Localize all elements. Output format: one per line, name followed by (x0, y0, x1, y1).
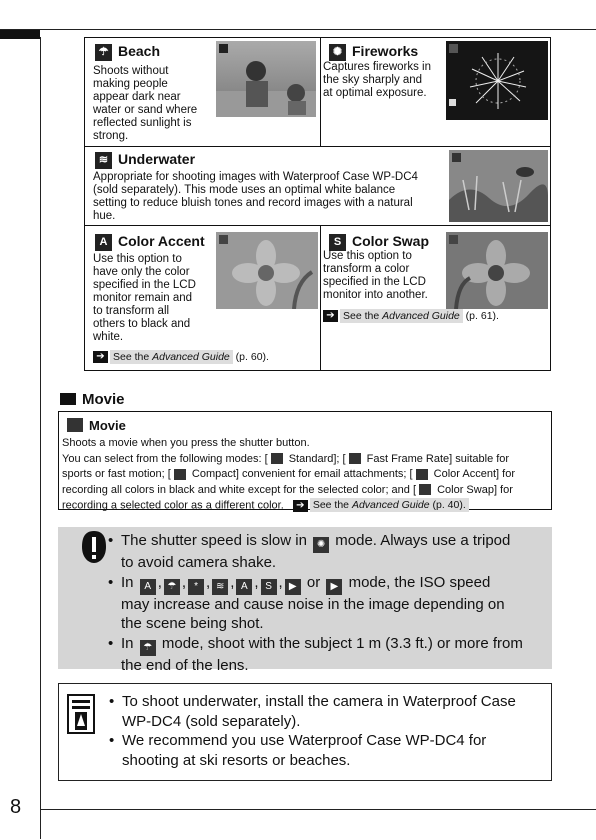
snow-icon: * (188, 579, 204, 595)
left-margin-rule (40, 37, 41, 839)
color-accent-icon: A (236, 579, 252, 595)
beach-title: Beach (118, 43, 161, 59)
color-accent-reference: ➔ See the Advanced Guide (p. 60). (93, 351, 269, 363)
compact-movie-icon (174, 469, 186, 480)
color-swap-description: Use this option to transform a color specified in the LCD monitor into another. (323, 250, 428, 301)
caution-item-1: • The shutter speed is slow in ✺ mode. Always use a tripod to avoid camera shake. (108, 531, 523, 573)
fireworks-mode-cell (321, 38, 551, 146)
top-rule (0, 29, 596, 30)
arrow-right-icon: ➔ (93, 351, 108, 363)
movie-camera-icon (60, 393, 76, 405)
underwater-title: Underwater (118, 151, 196, 167)
beach-mode-cell (85, 38, 320, 146)
fireworks-sample-photo (446, 41, 548, 120)
caution-box (58, 527, 552, 674)
movie-reference: ➔ See the Advanced Guide (p. 40). (293, 500, 469, 512)
movie-mode-box (58, 411, 552, 510)
movie-box-title: Movie (67, 418, 126, 433)
beach-description: Shoots without making people appear dark near water or sand where reflected sunlight is strong. (93, 65, 198, 142)
standard-movie-icon (271, 453, 283, 464)
underwater-description: Appropriate for shooting images with Waterproof Case WP-DC4 (sold separately). This mode uses an optimal white balance setting to reduce bluish tones and record images with a natural hue. (93, 171, 418, 222)
color-swap-reference: ➔ See the Advanced Guide (p. 61). (323, 310, 499, 322)
fireworks-icon: ✺ (329, 44, 346, 61)
note-item-1: • To shoot underwater, install the camera in Waterproof Case WP-DC4 (sold separately). (109, 692, 516, 731)
caution-item-3: • In ☂ mode, shoot with the subject 1 m (3.3 ft.) or more from the end of the lens. (108, 634, 523, 676)
underwater-icon: ≋ (95, 152, 112, 169)
memo-icon (67, 694, 95, 734)
underwater-sample-photo (449, 150, 548, 222)
beach-sample-photo (216, 41, 316, 117)
bottom-rule (40, 809, 596, 810)
color-accent-mode-cell (85, 226, 320, 371)
color-swap-icon: S (261, 579, 277, 595)
color-swap-icon (419, 484, 431, 495)
color-accent-icon (416, 469, 428, 480)
portrait-icon: A (140, 579, 156, 595)
beach-icon: ☂ (140, 640, 156, 656)
arrow-right-icon: ➔ (323, 310, 338, 322)
movie-description: Shoots a movie when you press the shutter button. You can select from the following modes: [ Standard]; [ Fast Frame Rate] suitable for sports or fast motion; [ Compact] convenient for email attachments; [ Color Accent] for recording all colors in black and white except for the selected color; and [ Color Swap] for recording a selected color as a different color. ➔ See the Advanced Guide (p. 40). (62, 437, 515, 512)
beach-icon: ☂ (95, 44, 112, 61)
color-accent-description: Use this option to have only the color specified in the LCD monitor remain and to transform all others to black and white. (93, 253, 196, 343)
beach-icon: ☂ (164, 579, 180, 595)
color-accent-icon: A (95, 234, 112, 251)
fireworks-title: Fireworks (352, 43, 419, 59)
movie-section-heading: Movie (60, 391, 125, 408)
caution-item-2: • In A , ☂ , * , ≋ , A , S , ▶ or ▶ mode, the ISO speed may increase and cause noise in the image depending on the scene being shot. (108, 573, 523, 634)
color-swap-mode-cell (321, 226, 551, 371)
color-swap-icon: S (329, 234, 346, 251)
caution-icon (80, 529, 108, 565)
page-number: 8 (10, 796, 22, 818)
color-accent-title: Color Accent (118, 233, 205, 249)
fast-frame-rate-icon (349, 453, 361, 464)
fireworks-description: Captures fireworks in the sky sharply and at optimal exposure. (323, 61, 432, 99)
movie-icon (67, 418, 83, 432)
note-list (109, 692, 516, 770)
underwater-mode-cell (85, 147, 551, 225)
arrow-right-icon: ➔ (293, 500, 308, 512)
color-accent-sample-photo (216, 232, 318, 309)
note-item-2: • We recommend you use Waterproof Case WP-DC4 for shooting at ski resorts or beaches. (109, 731, 516, 770)
scene-mode-table (84, 37, 551, 371)
section-tab (0, 30, 40, 39)
caution-list (108, 531, 523, 675)
fast-frame-rate-icon: ▶ (285, 579, 301, 595)
color-swap-sample-photo (446, 232, 548, 309)
note-box (58, 683, 552, 781)
fireworks-icon: ✺ (313, 537, 329, 553)
movie-mode-icon: ▶ (326, 579, 342, 595)
color-swap-title: Color Swap (352, 233, 430, 249)
underwater-icon: ≋ (212, 579, 228, 595)
